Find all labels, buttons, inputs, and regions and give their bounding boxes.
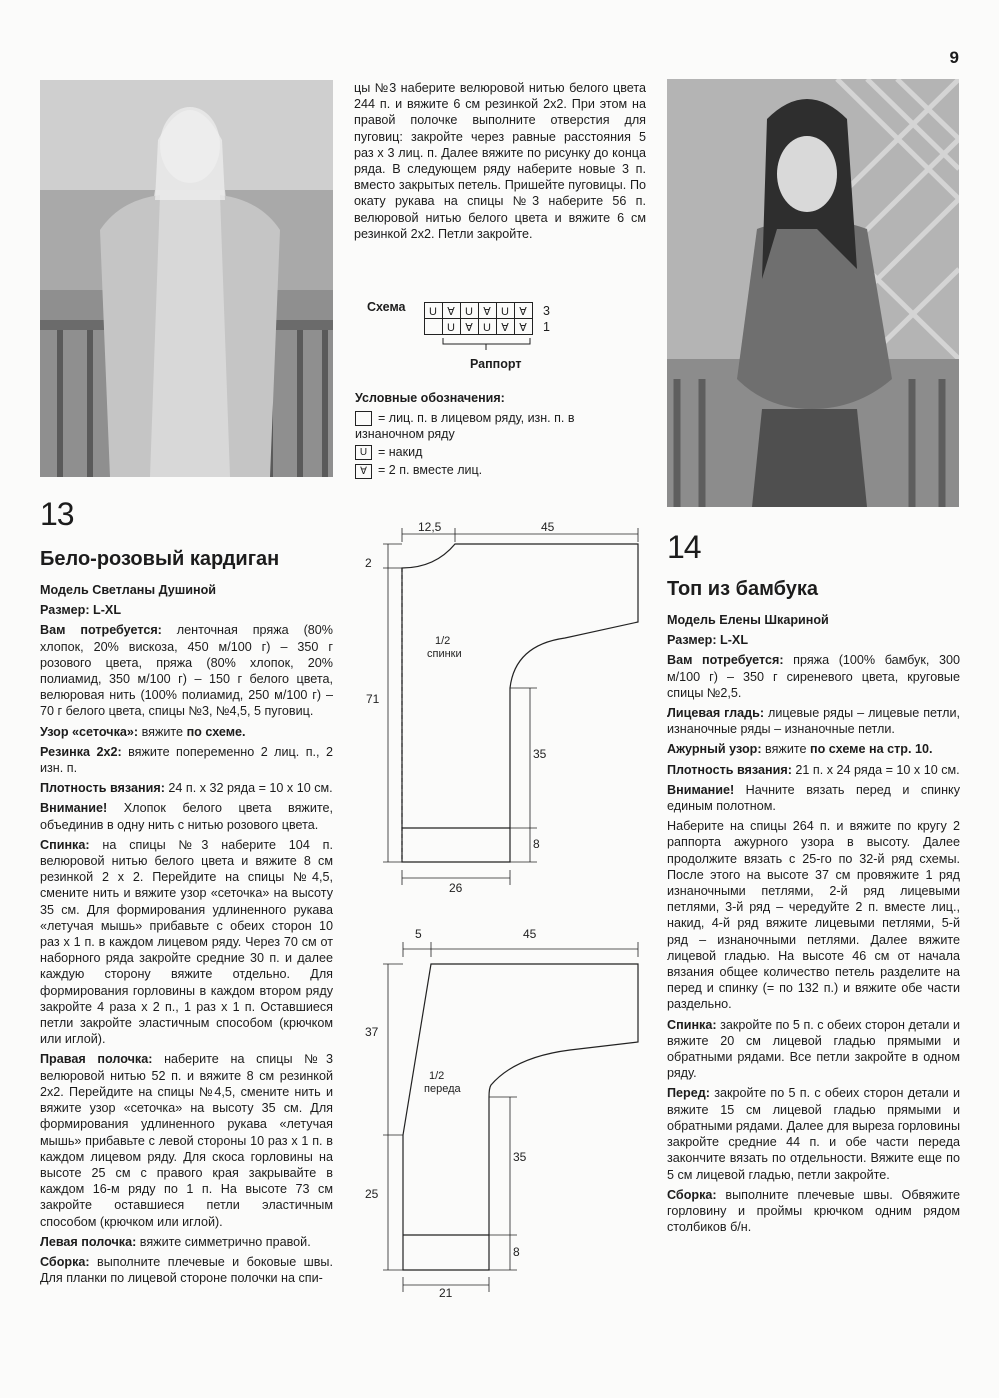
rapport-label: Раппорт — [470, 357, 522, 371]
svg-text:U: U — [501, 306, 509, 318]
cardigan-author: Модель Светланы Душиной — [40, 583, 217, 597]
piece-label: спинки — [427, 648, 462, 660]
para: Плотность вязания: 24 п. х 32 ряда = 10 х 10 см. — [40, 781, 333, 796]
dim-label: 45 — [541, 520, 555, 534]
chart-row-3: 3 — [543, 304, 550, 318]
rapport-bracket — [442, 337, 532, 355]
para: Узор «сеточка»: вяжите по схеме. — [40, 724, 246, 739]
dim-label: 45 — [523, 927, 537, 941]
scheme-label: Схема — [367, 300, 406, 314]
dim-label: 26 — [449, 881, 463, 895]
svg-text:U: U — [465, 306, 473, 318]
svg-text:∀: ∀ — [447, 306, 455, 318]
legend-title: Условные обозначения: — [355, 391, 505, 405]
svg-text:∀: ∀ — [501, 322, 509, 334]
dim-label: 35 — [513, 1150, 527, 1164]
legend — [355, 390, 647, 479]
cardigan-model-photo — [40, 80, 333, 477]
dim-label: 8 — [513, 1245, 520, 1259]
svg-text:U: U — [429, 306, 437, 318]
legend-item: ∀ = 2 п. вместе лиц. — [355, 462, 647, 478]
knit-symbol-icon — [355, 411, 372, 426]
k2tog-icon: ∀ — [355, 464, 372, 479]
piece-label: переда — [424, 1083, 461, 1095]
para: Правая полочка: наберите на спицы №3 велюровой нитью 52 п. и вяжите 8 см резинкой 2х2. Перейдите на спицы №4,5, смените нить и вяжите узор «сеточка» на высоту 35 см. Для формирования удлиненного рукава «летучая мышь» прибавьте с левой стороны 10 раз х 1 п. в каждом лицевом ряду. Для скоса горловины на высоте 25 см с правого края закрывайте в каждом 16-м ряду по 1 п. На высоте 73 см закройте оставшиеся петли эластичным способом (крючком или иглой). — [40, 1052, 333, 1229]
para: Внимание! Хлопок белого цвета вяжите, объединив в одну нить с нитью розового цвета. — [40, 801, 333, 832]
cardigan-continued-text: цы №3 наберите велюровой нитью белого цвета 244 п. и вяжите 6 см резинкой 2х2. При этом на правой полочке выполните отверстия для пуговиц: закройте через равные расстояния 5 раз х 3 лиц. п. Далее вяжите по рисунку до конца ряда. В следующем ряду наберите новые 3 п. вместо закрытых петель. Пришейте пуговицы. По окату рукава на спицы №3 наберите 56 п. велюровой нитью белого цвета и вяжите 6 см резинкой 2х2. Петли закройте. — [354, 81, 646, 241]
model-number-14: 14 — [667, 529, 701, 565]
cardigan-title: Бело-розовый кардиган — [40, 548, 280, 570]
chart-row-1: 1 — [543, 320, 550, 334]
top-size: Размер: L-XL — [667, 633, 749, 648]
svg-text:∀: ∀ — [465, 322, 473, 334]
dim-label: 21 — [439, 1286, 453, 1300]
top-instructions — [667, 612, 960, 1239]
para: Резинка 2х2: вяжите попеременно 2 лиц. п., 2 изн. п. — [40, 744, 333, 776]
back-pattern-diagram — [355, 520, 655, 900]
yarn-over-icon: U — [355, 445, 372, 460]
para: Перед: закройте по 5 п. с обеих сторон детали и вяжите 15 см лицевой гладью прямыми и обратными рядами. Далее для выреза горловины закройте средние 44 п. и обе части переда закончите вязать по отдельности. Вяжите еще по 5 см лицевой гладью, петли закройте. — [667, 1086, 960, 1182]
para: Внимание! Начните вязать перед и спинку единым полотном. — [667, 782, 960, 814]
para: Наберите на спицы 264 п. и вяжите по кругу 2 раппорта ажурного узора в высоту. Далее продолжите вязать с 25-го по 32-й ряд схемы. После этого на высоте 37 см провяжите 1 ряд изнаночными петлями, 2-й ряд лицевыми петлями, 3-й ряд – чередуйте 2 п. вместе лиц., накид, 4-й ряд вяжите лицевыми петлями, 5-й ряд – изнаночными петлями. Далее вяжите лицевой гладью. На высоте 46 см от начала вязания общее количество петель разделите на перед и спинку (= по 132 п.) и вяжите обе части раздельно. — [667, 819, 960, 1012]
para: Сборка: выполните плечевые и боковые швы. Для планки по лицевой стороне полочки на спи- — [40, 1254, 333, 1286]
top-model-photo — [667, 79, 959, 507]
dim-label: 37 — [365, 1025, 379, 1039]
dim-label: 5 — [415, 927, 422, 941]
para: Сборка: выполните плечевые швы. Обвяжите горловину и проймы крючком одним рядом столбиков б/н. — [667, 1187, 960, 1235]
para: Плотность вязания: 21 п. х 24 ряда = 10 х 10 см. — [667, 762, 960, 777]
dim-label: 12,5 — [418, 520, 442, 534]
top-author: Модель Елены Шкариной — [667, 613, 829, 627]
front-pattern-diagram — [355, 925, 655, 1305]
para: Левая полочка: вяжите симметрично правой. — [40, 1234, 311, 1249]
para: Вам потребуется: пряжа (100% бамбук, 300 м/100 г) – 350 г сиреневого цвета, круговые спицы №2,5. — [667, 653, 961, 700]
page-number: 9 — [949, 48, 959, 67]
dim-label: 25 — [365, 1187, 379, 1201]
model-number-13: 13 — [40, 496, 74, 532]
top-title: Топ из бамбука — [667, 578, 818, 600]
dim-label: 2 — [365, 556, 372, 570]
cardigan-instructions — [40, 582, 333, 1290]
para: Лицевая гладь: лицевые ряды – лицевые петли, изнаночные ряды – изнаночные петли. — [667, 706, 960, 737]
piece-label: 1/2 — [435, 635, 451, 647]
cardigan-size: Размер: L-XL — [40, 603, 122, 618]
para: Вам потребуется: ленточная пряжа (80% хлопок, 20% вискоза, 450 м/100 г) – 350 г розового цвета, пряжа (80% хлопок, 20% полиамид, 350 м/100 г) – 150 г белого цвета, велюровая нить (100% полиамид, 250 м/100 г) – 70 г белого цвета, спицы №3, №4,5, 5 пуговиц. — [40, 623, 334, 719]
svg-text:∀: ∀ — [519, 322, 527, 334]
legend-item: U = накид — [355, 444, 647, 460]
para: Спинка: на спицы №3 наберите 104 п. велюровой нитью белого цвета и вяжите 8 см резинкой 2 х 2. Перейдите на спицы №4,5, смените нить и вяжите узор «сеточка» на высоту 35 см. Для формирования удлиненного рукава «летучая мышь» прибавьте с обеих сторон 10 раз х 1 п. в каждом лицевом ряду. Через 70 см от наборного ряда закройте средние 30 п. и далее каждую сторону вяжите отдельно. Для формирования горловины в каждом втором ряду закройте 4 раза х 2 п., 1 раз х 1 п. Оставшиеся петли закройте эластичным способом (крючком или иглой). — [40, 837, 333, 1047]
svg-text:∀: ∀ — [519, 306, 527, 318]
svg-text:U: U — [483, 322, 491, 334]
svg-text:U: U — [447, 322, 455, 334]
legend-item: = лиц. п. в лицевом ряду, изн. п. в изнаночном ряду — [355, 411, 575, 442]
dim-label: 71 — [366, 692, 380, 706]
dim-label: 8 — [533, 837, 540, 851]
para: Спинка: закройте по 5 п. с обеих сторон детали и вяжите 20 см лицевой гладью прямыми и обратными рядами. Все петли закройте в одном ряду. — [667, 1017, 960, 1081]
dim-label: 35 — [533, 747, 547, 761]
para: Ажурный узор: вяжите по схеме на стр. 10. — [667, 742, 933, 757]
piece-label: 1/2 — [429, 1070, 445, 1082]
svg-text:∀: ∀ — [483, 306, 491, 318]
